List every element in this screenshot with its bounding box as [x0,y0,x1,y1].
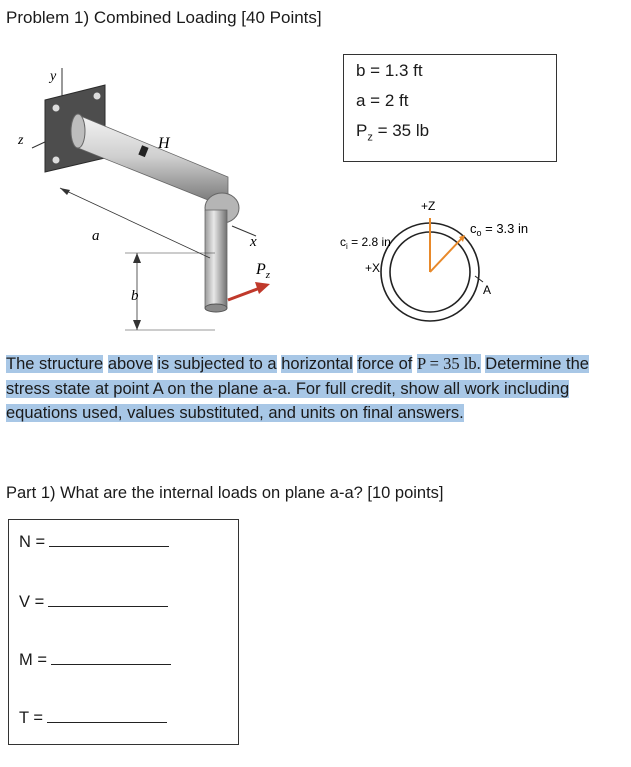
x-axis-label: x [250,234,257,250]
given-a: a = 2 ft [356,91,409,110]
answer-T-label: T = [19,709,44,727]
answer-N-blank[interactable] [49,532,169,547]
ci-sub: i [346,242,348,251]
force-arrow [228,288,260,300]
co-value: = 3.3 in [481,221,529,236]
dimension-a-line [60,188,210,258]
answer-V-label: V = [19,593,45,611]
label-plus-z: +Z [421,199,436,213]
statement-part: Determine the stress state at point A on the plane a-a. For full credit, show all work including equations used, values substituted, and units on final answers. [6,355,589,422]
statement-equation: P = 35 lb. [416,354,481,373]
ci-value: = 2.8 in [347,235,391,249]
label-Pz-sub: z [265,269,271,281]
arrowhead [60,188,70,195]
z-axis-label: z [18,133,24,148]
co-sub: o [476,228,482,238]
label-Pz [255,261,271,281]
answer-T[interactable] [19,708,167,728]
given-pz-symbol: P [356,121,368,140]
label-ci [340,235,391,251]
statement-part: force of [357,355,413,373]
bolt-icon [53,105,60,112]
statement-part: above [107,355,153,373]
answer-box [8,519,239,745]
arrowhead [133,320,141,330]
pipe-bottom [205,304,227,312]
answer-M-blank[interactable] [51,650,171,665]
cross-section-figure [335,190,595,330]
structure-figure [0,60,330,340]
vertical-pipe [205,210,227,308]
answer-N[interactable] [19,532,169,552]
statement-part: horizontal [281,355,353,373]
given-pz [356,121,429,143]
problem-title: Problem 1) Combined Loading [40 Points] [6,8,322,27]
co-radius-line [430,237,463,272]
ci-symbol: c [340,235,346,249]
answer-T-blank[interactable] [47,708,167,723]
label-P: P [256,261,266,278]
pipe-end [71,114,85,148]
force-arrowhead [255,282,270,294]
label-plus-x: +X [365,261,381,275]
answer-M-label: M = [19,651,47,669]
label-b: b [131,288,139,304]
statement-part: The structure [6,355,104,373]
arrowhead [133,253,141,263]
co-symbol: c [470,221,477,236]
y-axis-label: y [50,69,57,84]
given-pz-subscript: z [367,131,373,144]
horizontal-pipe [78,115,228,208]
bolt-icon [94,93,101,100]
problem-statement [6,352,618,426]
given-pz-value: = 35 lb [372,121,430,140]
answer-N-label: N = [19,533,46,551]
label-a: a [92,228,100,244]
part1-title: Part 1) What are the internal loads on plane a-a? [10 points] [6,484,444,502]
answer-V-blank[interactable] [48,592,168,607]
given-b: b = 1.3 ft [356,61,423,80]
answer-M[interactable] [19,650,171,670]
answer-V[interactable] [19,592,168,612]
statement-part: is subjected to a [157,355,277,373]
bolt-icon [53,157,60,164]
label-H: H [158,135,170,152]
label-point-A: A [483,283,492,297]
label-co [470,221,528,238]
given-values-box [343,54,557,162]
